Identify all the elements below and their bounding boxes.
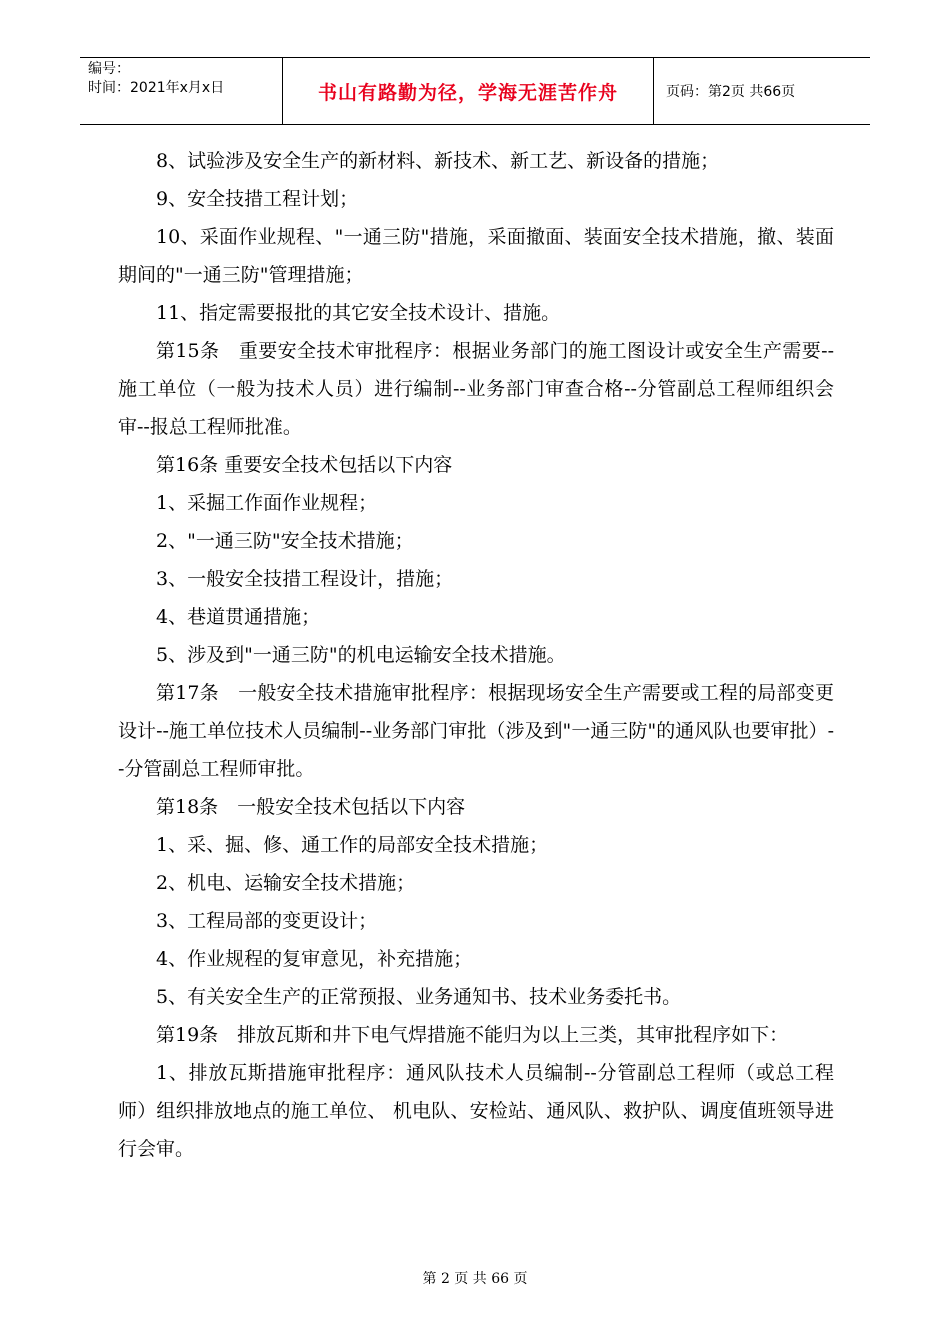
paragraph: 1、排放瓦斯措施审批程序：通风队技术人员编制--分管副总工程师（或总工程师）组织排放地点的施工单位、 机电队、安检站、通风队、救护队、调度值班领导进行会审。 (118, 1062, 834, 1160)
paragraph: 第17条 一般安全技术措施审批程序：根据现场安全生产需要或工程的局部变更设计--施工单位技术人员编制--业务部门审批（涉及到"一通三防"的通风队也要审批）--分管副总工程师审批。 (118, 682, 834, 780)
paragraph: 1、采、掘、修、通工作的局部安全技术措施； (156, 834, 549, 856)
paragraph: 第19条 排放瓦斯和井下电气焊措施不能归为以上三类，其审批程序如下： (156, 1024, 789, 1046)
paragraph: 5、有关安全生产的正常预报、业务通知书、技术业务委托书。 (156, 986, 682, 1008)
paragraph: 8、试验涉及安全生产的新材料、新技术、新工艺、新设备的措施； (156, 150, 720, 172)
page-header (80, 57, 870, 125)
paragraph: 4、作业规程的复审意见，补充措施； (156, 948, 473, 970)
paragraph: 3、一般安全技措工程设计，措施； (156, 568, 454, 590)
paragraph: 9、安全技措工程计划； (156, 188, 359, 210)
document-time-label: 时间：2021年x月x日 (88, 80, 225, 96)
document-number-label: 编号： (88, 61, 130, 77)
paragraph: 第18条 一般安全技术包括以下内容 (156, 796, 466, 818)
paragraph: 第15条 重要安全技术审批程序：根据业务部门的施工图设计或安全生产需要--施工单位（一般为技术人员）进行编制--业务部门审查合格--分管副总工程师组织会审--报总工程师批准。 (118, 340, 834, 438)
header-page-info: 页码：第2页 共66页 (666, 84, 796, 100)
paragraph: 2、"一通三防"安全技术措施； (156, 530, 414, 552)
paragraph: 2、机电、运输安全技术措施； (156, 872, 416, 894)
paragraph: 第16条 重要安全技术包括以下内容 (156, 454, 453, 476)
page-footer: 第 2 页 共 66 页 (422, 1271, 528, 1287)
paragraph: 10、采面作业规程、"一通三防"措施，采面撤面、装面安全技术措施，撤、装面期间的"一通三防"管理措施； (118, 226, 834, 286)
paragraph: 4、巷道贯通措施； (156, 606, 321, 628)
header-motto: 书山有路勤为径，学海无涯苦作舟 (282, 58, 654, 124)
paragraph: 5、涉及到"一通三防"的机电运输安全技术措施。 (156, 644, 566, 666)
paragraph: 11、指定需要报批的其它安全技术设计、措施。 (156, 302, 561, 324)
document-body (118, 142, 834, 1168)
paragraph: 3、工程局部的变更设计； (156, 910, 378, 932)
header-meta (80, 58, 282, 124)
paragraph: 1、采掘工作面作业规程； (156, 492, 378, 514)
